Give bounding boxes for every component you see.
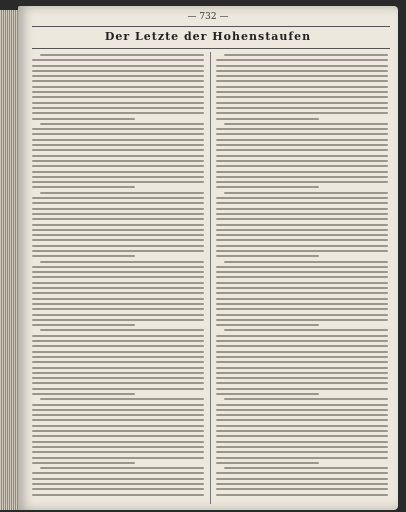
- text-line-placeholder: [32, 70, 204, 72]
- text-line-placeholder: [216, 457, 388, 459]
- text-line-placeholder: [216, 59, 388, 61]
- text-line-placeholder: [216, 419, 388, 421]
- text-line-placeholder: [216, 176, 388, 178]
- text-line-placeholder: [32, 133, 204, 135]
- text-line-placeholder: [216, 435, 388, 437]
- text-line-placeholder: [32, 425, 204, 427]
- text-line-placeholder: [40, 261, 204, 263]
- text-line-placeholder: [216, 65, 388, 67]
- text-line-placeholder: [216, 96, 388, 98]
- text-line-placeholder: [216, 160, 388, 162]
- text-line-placeholder: [32, 356, 204, 358]
- text-line-placeholder: [216, 472, 388, 474]
- text-line-placeholder: [32, 234, 204, 236]
- text-line-placeholder: [216, 86, 388, 88]
- text-line-placeholder: [216, 478, 388, 480]
- text-line-placeholder: [216, 451, 388, 453]
- text-line-placeholder: [216, 324, 319, 326]
- text-line-placeholder: [216, 128, 388, 130]
- text-line-placeholder: [32, 202, 204, 204]
- text-line-placeholder: [32, 118, 135, 120]
- text-line-placeholder: [216, 186, 319, 188]
- text-line-placeholder: [32, 75, 204, 77]
- text-line-placeholder: [216, 80, 388, 82]
- text-line-placeholder: [32, 107, 204, 109]
- text-line-placeholder: [32, 435, 204, 437]
- text-line-placeholder: [32, 255, 135, 257]
- text-line-placeholder: [32, 245, 204, 247]
- text-line-placeholder: [32, 282, 204, 284]
- text-line-placeholder: [216, 361, 388, 363]
- text-line-placeholder: [32, 478, 204, 480]
- text-line-placeholder: [32, 65, 204, 67]
- text-line-placeholder: [216, 446, 388, 448]
- text-line-placeholder: [32, 149, 204, 151]
- text-line-placeholder: [224, 261, 388, 263]
- text-line-placeholder: [32, 472, 204, 474]
- text-line-placeholder: [32, 218, 204, 220]
- text-line-placeholder: [32, 298, 204, 300]
- text-line-placeholder: [32, 59, 204, 61]
- text-line-placeholder: [216, 335, 388, 337]
- text-line-placeholder: [216, 250, 388, 252]
- text-line-placeholder: [32, 197, 204, 199]
- text-line-placeholder: [216, 462, 319, 464]
- text-line-placeholder: [32, 139, 204, 141]
- text-line-placeholder: [32, 292, 204, 294]
- text-line-placeholder: [216, 372, 388, 374]
- text-line-placeholder: [32, 208, 204, 210]
- text-line-placeholder: [216, 483, 388, 485]
- text-line-placeholder: [32, 351, 204, 353]
- text-line-placeholder: [32, 494, 204, 496]
- text-line-placeholder: [216, 404, 388, 406]
- text-line-placeholder: [32, 176, 204, 178]
- text-line-placeholder: [32, 457, 204, 459]
- text-line-placeholder: [216, 181, 388, 183]
- text-line-placeholder: [216, 229, 388, 231]
- text-line-placeholder: [216, 139, 388, 141]
- text-line-placeholder: [216, 155, 388, 157]
- text-line-placeholder: [216, 351, 388, 353]
- text-line-placeholder: [32, 271, 204, 273]
- text-line-placeholder: [216, 171, 388, 173]
- text-line-placeholder: [216, 314, 388, 316]
- text-line-placeholder: [32, 372, 204, 374]
- text-line-placeholder: [32, 165, 204, 167]
- text-line-placeholder: [216, 425, 388, 427]
- text-line-placeholder: [224, 329, 388, 331]
- text-line-placeholder: [216, 393, 319, 395]
- text-line-placeholder: [32, 171, 204, 173]
- text-line-placeholder: [224, 192, 388, 194]
- text-line-placeholder: [216, 298, 388, 300]
- text-line-placeholder: [216, 388, 388, 390]
- text-line-placeholder: [32, 388, 204, 390]
- text-line-placeholder: [32, 308, 204, 310]
- text-line-placeholder: [32, 446, 204, 448]
- text-line-placeholder: [32, 102, 204, 104]
- text-line-placeholder: [216, 75, 388, 77]
- book-page: [18, 6, 398, 510]
- text-line-placeholder: [32, 86, 204, 88]
- text-line-placeholder: [32, 276, 204, 278]
- article-title: Der Letzte der Hohenstaufen: [104, 30, 312, 43]
- text-line-placeholder: [32, 340, 204, 342]
- text-line-placeholder: [32, 430, 204, 432]
- text-line-placeholder: [216, 303, 388, 305]
- text-line-placeholder: [32, 361, 204, 363]
- text-line-placeholder: [216, 118, 319, 120]
- text-line-placeholder: [32, 462, 135, 464]
- text-line-placeholder: [40, 467, 204, 469]
- text-line-placeholder: [32, 91, 204, 93]
- text-line-placeholder: [216, 224, 388, 226]
- text-line-placeholder: [32, 266, 204, 268]
- text-line-placeholder: [32, 239, 204, 241]
- text-line-placeholder: [216, 149, 388, 151]
- text-line-placeholder: [216, 91, 388, 93]
- text-line-placeholder: [216, 165, 388, 167]
- text-line-placeholder: [216, 345, 388, 347]
- text-line-placeholder: [216, 218, 388, 220]
- text-column-left: [32, 54, 204, 502]
- column-divider: [210, 52, 211, 504]
- text-line-placeholder: [32, 393, 135, 395]
- text-line-placeholder: [32, 224, 204, 226]
- text-line-placeholder: [216, 112, 388, 114]
- text-line-placeholder: [32, 96, 204, 98]
- text-line-placeholder: [32, 80, 204, 82]
- text-line-placeholder: [216, 356, 388, 358]
- text-line-placeholder: [216, 308, 388, 310]
- text-line-placeholder: [40, 329, 204, 331]
- text-line-placeholder: [224, 467, 388, 469]
- text-line-placeholder: [32, 112, 204, 114]
- text-line-placeholder: [32, 213, 204, 215]
- text-line-placeholder: [216, 144, 388, 146]
- text-line-placeholder: [32, 144, 204, 146]
- text-line-placeholder: [32, 303, 204, 305]
- text-line-placeholder: [216, 377, 388, 379]
- text-line-placeholder: [40, 123, 204, 125]
- text-line-placeholder: [216, 292, 388, 294]
- text-line-placeholder: [32, 409, 204, 411]
- title-rule: [32, 48, 390, 49]
- text-line-placeholder: [32, 345, 204, 347]
- text-line-placeholder: [216, 271, 388, 273]
- text-line-placeholder: [32, 414, 204, 416]
- text-line-placeholder: [32, 488, 204, 490]
- text-line-placeholder: [32, 160, 204, 162]
- text-line-placeholder: [32, 441, 204, 443]
- text-line-placeholder: [216, 213, 388, 215]
- text-line-placeholder: [32, 287, 204, 289]
- text-line-placeholder: [32, 367, 204, 369]
- text-line-placeholder: [216, 441, 388, 443]
- text-line-placeholder: [32, 250, 204, 252]
- text-line-placeholder: [216, 282, 388, 284]
- text-line-placeholder: [32, 128, 204, 130]
- text-line-placeholder: [216, 266, 388, 268]
- text-line-placeholder: [216, 430, 388, 432]
- text-line-placeholder: [224, 123, 388, 125]
- text-line-placeholder: [216, 488, 388, 490]
- text-line-placeholder: [224, 54, 388, 56]
- text-line-placeholder: [216, 414, 388, 416]
- text-line-placeholder: [216, 70, 388, 72]
- text-line-placeholder: [32, 314, 204, 316]
- text-line-placeholder: [32, 404, 204, 406]
- text-line-placeholder: [216, 208, 388, 210]
- text-line-placeholder: [216, 133, 388, 135]
- text-line-placeholder: [216, 319, 388, 321]
- text-line-placeholder: [32, 335, 204, 337]
- text-line-placeholder: [216, 239, 388, 241]
- text-line-placeholder: [32, 319, 204, 321]
- text-line-placeholder: [216, 255, 319, 257]
- text-line-placeholder: [32, 451, 204, 453]
- text-line-placeholder: [216, 409, 388, 411]
- text-line-placeholder: [216, 276, 388, 278]
- text-line-placeholder: [216, 107, 388, 109]
- text-line-placeholder: [216, 245, 388, 247]
- text-line-placeholder: [40, 398, 204, 400]
- text-line-placeholder: [32, 382, 204, 384]
- text-line-placeholder: [32, 377, 204, 379]
- text-line-placeholder: [216, 197, 388, 199]
- text-line-placeholder: [32, 155, 204, 157]
- text-line-placeholder: [32, 186, 135, 188]
- text-line-placeholder: [216, 382, 388, 384]
- text-line-placeholder: [216, 234, 388, 236]
- text-line-placeholder: [32, 419, 204, 421]
- text-line-placeholder: [40, 54, 204, 56]
- text-line-placeholder: [216, 340, 388, 342]
- text-line-placeholder: [32, 324, 135, 326]
- text-line-placeholder: [216, 102, 388, 104]
- text-line-placeholder: [216, 287, 388, 289]
- text-column-right: [216, 54, 388, 502]
- text-line-placeholder: [32, 229, 204, 231]
- text-line-placeholder: [40, 192, 204, 194]
- text-line-placeholder: [32, 483, 204, 485]
- text-line-placeholder: [224, 398, 388, 400]
- header-rule: [32, 26, 390, 27]
- text-line-placeholder: [216, 494, 388, 496]
- text-line-placeholder: [216, 367, 388, 369]
- text-line-placeholder: [216, 202, 388, 204]
- page-number: — 732 —: [187, 12, 229, 22]
- text-line-placeholder: [32, 181, 204, 183]
